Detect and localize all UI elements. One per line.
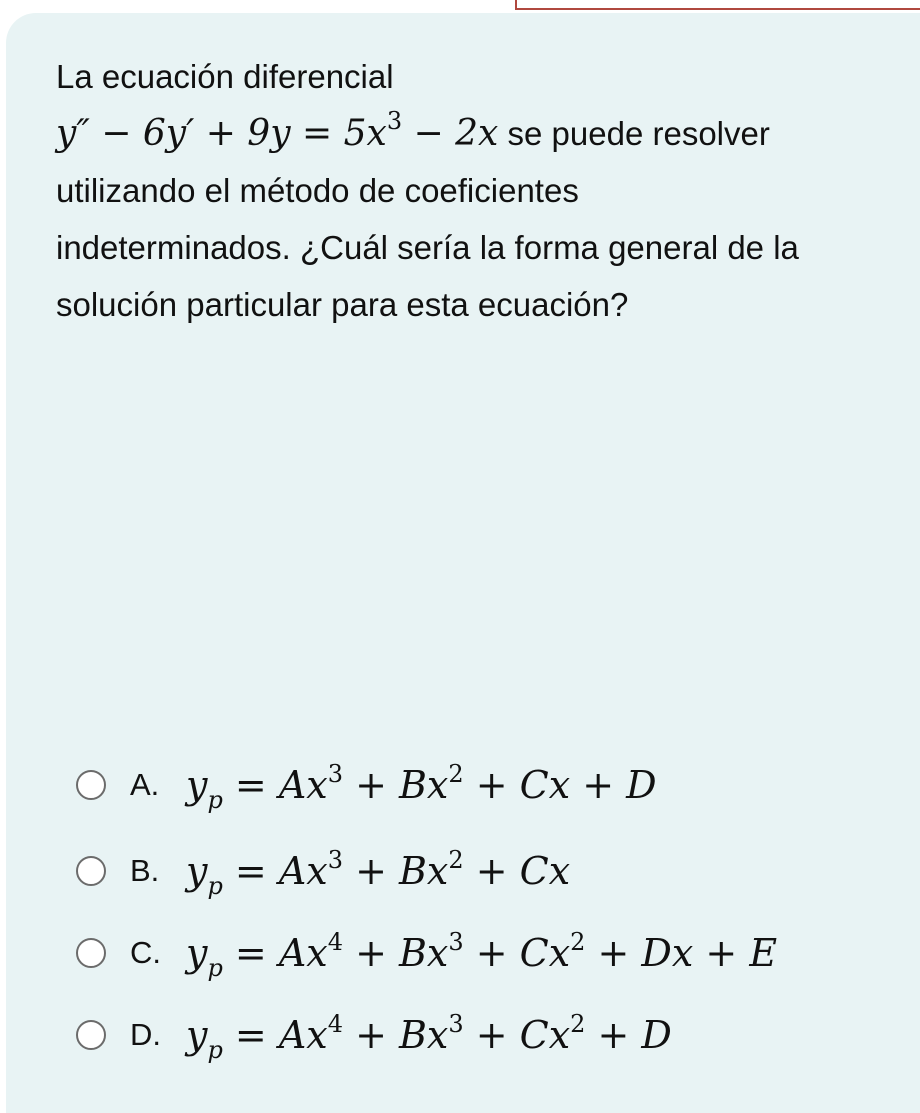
radio-button-a[interactable] bbox=[76, 770, 106, 800]
option-b[interactable] bbox=[76, 846, 571, 900]
option-formula: $y_p = Ax^4 + Bx^3 + Cx^2 + D$ bbox=[186, 1010, 672, 1064]
question-line-3: utilizando el método de coeficientes bbox=[56, 172, 579, 209]
option-letter: B. bbox=[130, 853, 160, 888]
option-letter: A. bbox=[130, 767, 160, 802]
option-formula: $y_p = Ax^4 + Bx^3 + Cx^2 + Dx + E$ bbox=[186, 928, 778, 982]
option-formula: $y_p = Ax^3 + Bx^2 + Cx + D$ bbox=[186, 760, 657, 814]
option-a[interactable] bbox=[76, 760, 657, 814]
option-letter: C. bbox=[130, 935, 161, 970]
option-letter: D. bbox=[130, 1017, 161, 1052]
question-line-4: indeterminados. ¿Cuál sería la forma general de la bbox=[56, 229, 799, 266]
option-d[interactable] bbox=[76, 1010, 672, 1064]
option-c[interactable] bbox=[76, 928, 778, 982]
question-line-2: $y'' - 6y' + 9y = 5x^3 - 2x$ se puede resolver bbox=[56, 107, 770, 154]
radio-button-d[interactable] bbox=[76, 1020, 106, 1050]
question-text bbox=[56, 48, 906, 333]
differential-equation: $y'' - 6y' + 9y = 5x^3 - 2x$ bbox=[56, 107, 499, 154]
radio-button-c[interactable] bbox=[76, 938, 106, 968]
option-formula: $y_p = Ax^3 + Bx^2 + Cx$ bbox=[186, 846, 571, 900]
radio-button-b[interactable] bbox=[76, 856, 106, 886]
previous-card-outline bbox=[515, 0, 920, 10]
question-line-5: solución particular para esta ecuación? bbox=[56, 286, 629, 323]
question-line-1: La ecuación diferencial bbox=[56, 58, 394, 95]
